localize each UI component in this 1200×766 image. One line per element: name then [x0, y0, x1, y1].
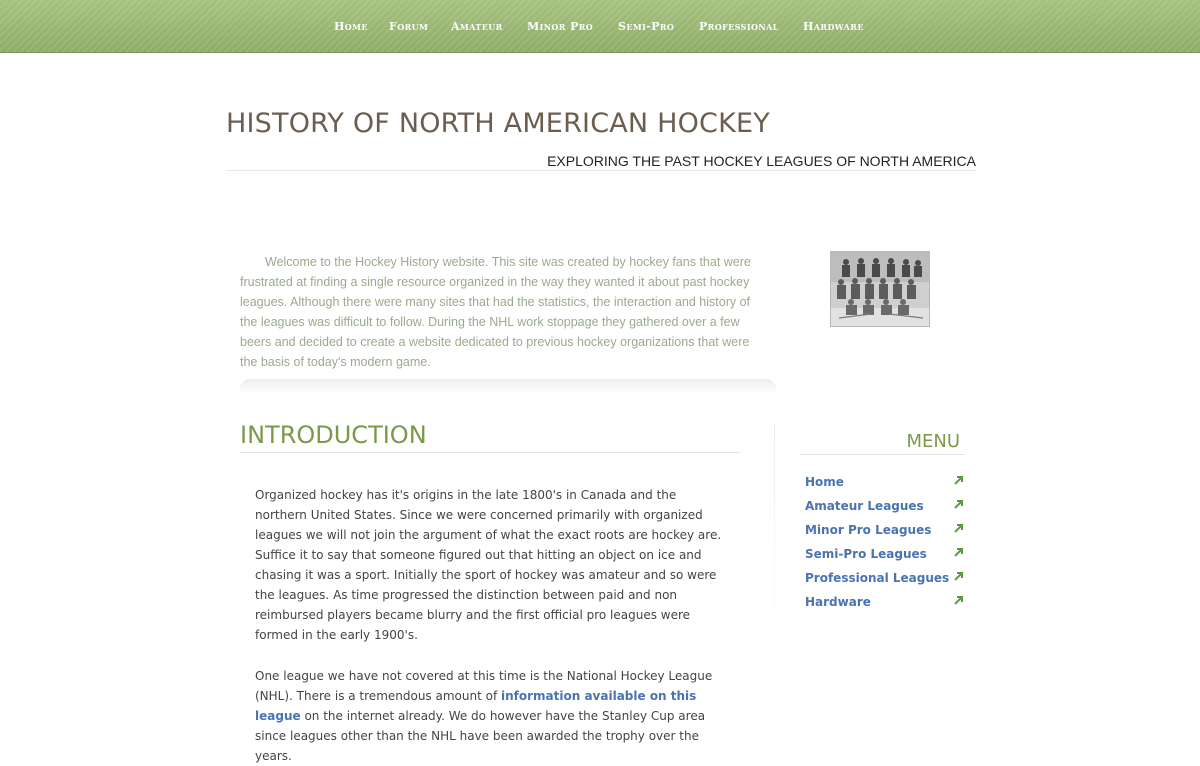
menu-heading: MENU [906, 431, 960, 452]
title-divider [226, 170, 976, 171]
arrow-up-right-icon[interactable] [953, 546, 965, 558]
sidebar-link-minor-pro-leagues[interactable]: Minor Pro Leagues [805, 523, 932, 537]
nav-home[interactable]: Home [334, 20, 368, 33]
introduction-divider [240, 452, 740, 453]
welcome-text: Welcome to the Hockey History website. This site was created by hockey fans that were frustrated at finding a single resource organized in the way they wanted it about past hockey leagues. Although there were many sites that had the statistics, the interaction and history of the leagues was difficult to follow. During the NHL work stoppage they gathered over a few beers and decided to create a website dedicated to previous hockey organizations that were the basis of today's modern game. [240, 255, 751, 369]
sidebar-menu-item-semi-pro [805, 543, 965, 567]
nav-amateur[interactable]: Amateur [451, 20, 503, 33]
nav-professional[interactable]: Professional [699, 20, 779, 33]
arrow-up-right-icon[interactable] [953, 570, 965, 582]
menu-divider [800, 454, 965, 455]
sidebar-menu-item-professional [805, 567, 965, 591]
intro-paragraph-2-text-a: One league we have not covered at this time is the National Hockey League (NHL). There is a tremendous amount of [255, 669, 713, 703]
sidebar-menu-item-amateur [805, 495, 965, 519]
nav-forum[interactable]: Forum [389, 20, 429, 33]
sidebar-menu [805, 471, 965, 615]
nhl-info-link[interactable]: information available on this league [255, 689, 697, 723]
sidebar-link-amateur-leagues[interactable]: Amateur Leagues [805, 499, 924, 513]
nav-hardware[interactable]: Hardware [803, 20, 864, 33]
main-nav [0, 20, 1200, 36]
sidebar-menu-item-home [805, 471, 965, 495]
sidebar-link-professional-leagues[interactable]: Professional Leagues [805, 571, 950, 585]
intro-paragraph-1: Organized hockey has it's origins in the late 1800's in Canada and the northern United States. Since we were concerned primarily with organized leagues we will not join the argument of what the exact roots are hockey are. Suffice it to say that someone figured out that hitting an object on ice and chasing it was a sport. Initially the sport of hockey was amateur and so were the leagues. As time progressed the distinction between paid and non reimbursed players became blurry and the first official pro leagues were formed in the early 1900's. [255, 488, 722, 642]
sidebar-link-home[interactable]: Home [805, 475, 844, 489]
arrow-up-right-icon[interactable] [953, 594, 965, 606]
column-divider [774, 424, 775, 664]
nav-minor-pro[interactable]: Minor Pro [527, 20, 594, 33]
team-photo [830, 251, 930, 327]
arrow-up-right-icon[interactable] [953, 498, 965, 510]
welcome-box-shadow [240, 379, 776, 393]
sidebar-link-hardware[interactable]: Hardware [805, 595, 871, 609]
arrow-up-right-icon[interactable] [953, 474, 965, 486]
sidebar-menu-item-minor-pro [805, 519, 965, 543]
site-subtitle: EXPLORING THE PAST HOCKEY LEAGUES OF NORTH AMERICA [547, 153, 976, 169]
team-photo-image [831, 252, 929, 326]
site-title: HISTORY OF NORTH AMERICAN HOCKEY [226, 108, 770, 139]
sidebar-menu-item-hardware [805, 591, 965, 615]
intro-paragraph-2-text-b: on the internet already. We do however have the Stanley Cup area since leagues other than the NHL have been awarded the trophy over the years. [255, 709, 706, 763]
intro-paragraph-2 [255, 666, 730, 766]
sidebar-link-semi-pro-leagues[interactable]: Semi-Pro Leagues [805, 547, 927, 561]
arrow-up-right-icon[interactable] [953, 522, 965, 534]
top-navigation-bar [0, 0, 1200, 53]
nav-semi-pro[interactable]: Semi-Pro [618, 20, 675, 33]
introduction-heading: INTRODUCTION [240, 421, 427, 449]
